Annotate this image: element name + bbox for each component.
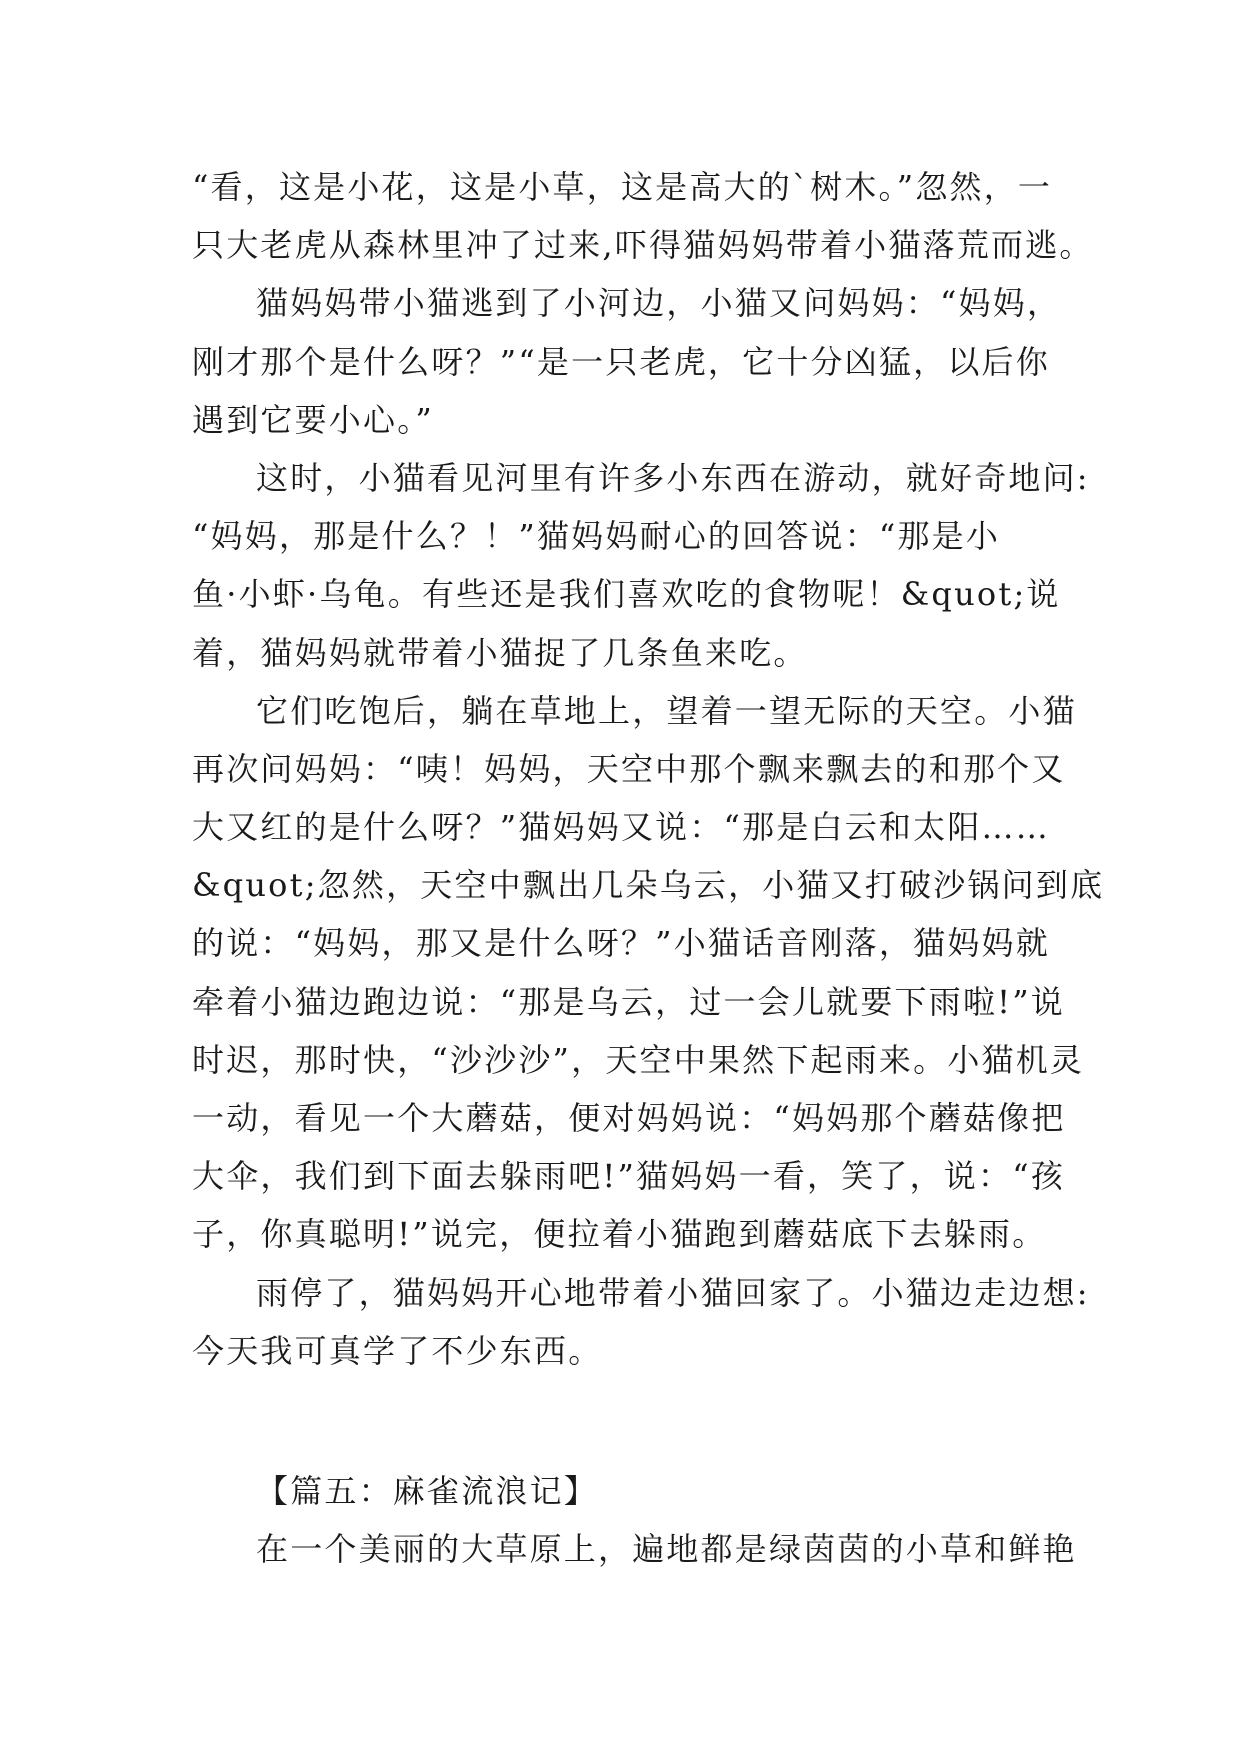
text-line: 的说：“妈妈，那又是什么呀？”小猫话音刚落，猫妈妈就 [192,924,1050,963]
text-line: “看，这是小花，这是小草，这是高大的`树木。”忽然，一 [192,168,1053,206]
text-line: 鱼·小虾·乌龟。有些还是我们喜欢吃的食物呢！&quot;说 [192,575,1061,614]
text-line: 时迟，那时快，“沙沙沙”，天空中果然下起雨来。小猫机灵 [192,1040,1085,1079]
text-line: 着，猫妈妈就带着小猫捉了几条鱼来吃。 [192,633,808,672]
section-spacer [192,1380,1072,1462]
text-line: 大又红的是什么呀？”猫妈妈又说：“那是白云和太阳…… [192,808,1050,847]
text-line: 子，你真聪明!”说完，便拉着小猫跑到蘑菇底下去躲雨。 [192,1215,1047,1254]
text-line: 再次问妈妈：“咦！妈妈，天空中那个飘来飘去的和那个又 [192,749,1066,788]
text-line: 遇到它要小心。” [192,400,434,439]
paragraph-start-line: 它们吃饱后，躺在草地上，望着一望无际的天空。小猫 [256,691,1077,730]
text-line: “妈妈，那是什么？！”猫妈妈耐心的回答说：“那是小 [192,517,1001,556]
paragraph-start-line: 雨停了，猫妈妈开心地带着小猫回家了。小猫边走边想: [256,1273,1090,1312]
document-body [192,158,1105,1578]
paragraph-start-line: 这时，小猫看见河里有许多小东西在游动，就好奇地问: [256,458,1090,497]
text-line: 大伞，我们到下面去躲雨吧!”猫妈妈一看，笑了，说：“孩 [192,1157,1065,1196]
text-line: 今天我可真学了不少东西。 [192,1331,603,1370]
section-heading: 【篇五：麻雀流浪记】 [256,1471,599,1510]
paragraph-start-line: 猫妈妈带小猫逃到了小河边，小猫又问妈妈：“妈妈， [256,284,1062,323]
text-line: 一动，看见一个大蘑菇，便对妈妈说：“妈妈那个蘑菇像把 [192,1099,1066,1137]
text-line: 牵着小猫边跑边说：“那是乌云，过一会儿就要下雨啦!”说 [192,982,1065,1021]
paragraph-start-line: 在一个美丽的大草原上，遍地都是绿茵茵的小草和鲜艳 [256,1530,1077,1569]
text-line: &quot;忽然，天空中飘出几朵乌云，小猫又打破沙锅问到底 [192,866,1105,905]
text-line: 只大老虎从森林里冲了过来,吓得猫妈妈带着小猫落荒而逃。 [192,226,1094,265]
text-line: 刚才那个是什么呀？”“是一只老虎，它十分凶猛，以后你 [192,342,1050,381]
